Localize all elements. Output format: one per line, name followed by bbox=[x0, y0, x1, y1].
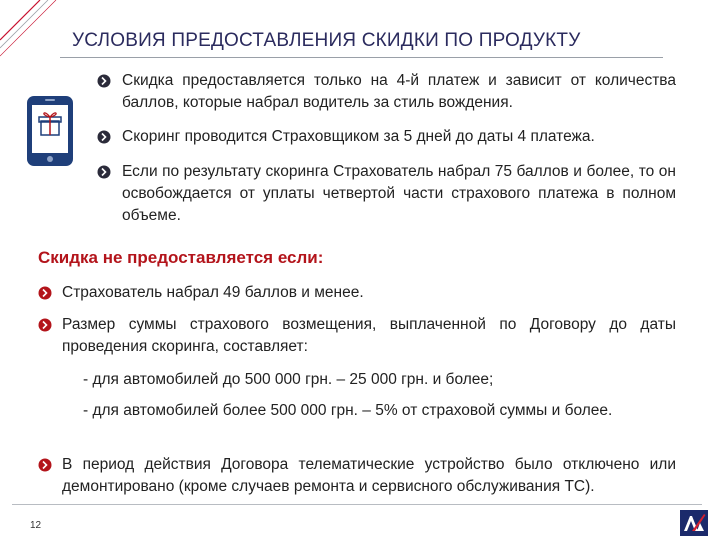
bullet-text: В период действия Договора телематические устройство было отключено или демонтировано (кроме случаев ремонта и сервисного обслуживания ТС). bbox=[62, 456, 676, 495]
arrow-circle-icon bbox=[97, 74, 111, 88]
list-item bbox=[62, 282, 676, 304]
page-title: УСЛОВИЯ ПРЕДОСТАВЛЕНИЯ СКИДКИ ПО ПРОДУКТУ bbox=[72, 30, 581, 51]
sub-item: - для автомобилей более 500 000 грн. – 5% от страховой суммы и более. bbox=[83, 402, 613, 419]
list-item bbox=[122, 70, 676, 114]
page-number: 12 bbox=[30, 520, 42, 531]
sub-item: - для автомобилей до 500 000 грн. – 25 000 грн. и более; bbox=[83, 371, 494, 388]
bullet-text: Страхователь набрал 49 баллов и менее. bbox=[62, 284, 364, 301]
bullet-text: Если по результату скоринга Страхователь набрал 75 баллов и более, то он освобождается от уплаты четвертой части страхового платежа в полном объеме. bbox=[122, 163, 676, 224]
list-item bbox=[122, 126, 676, 148]
list-item bbox=[62, 454, 676, 498]
list-item bbox=[62, 314, 676, 358]
corner-lines-icon bbox=[0, 0, 60, 60]
title-divider bbox=[60, 57, 663, 58]
arrow-circle-icon bbox=[97, 165, 111, 179]
arrow-circle-icon bbox=[38, 318, 52, 332]
bullet-text: Размер суммы страхового возмещения, выплаченной по Договору до даты проведения скоринга, составляет: bbox=[62, 316, 676, 355]
arrow-circle-icon bbox=[38, 286, 52, 300]
phone-gift-icon bbox=[24, 95, 76, 167]
arrow-circle-icon bbox=[38, 458, 52, 472]
arrow-circle-icon bbox=[97, 130, 111, 144]
bullet-text: Скидка предоставляется только на 4-й платеж и зависит от количества баллов, которые набрал водитель за стиль вождения. bbox=[122, 72, 676, 111]
bullet-text: Скоринг проводится Страховщиком за 5 дней до даты 4 платежа. bbox=[122, 128, 595, 145]
footer-divider bbox=[12, 504, 702, 505]
list-item bbox=[122, 161, 676, 227]
axa-logo bbox=[680, 510, 708, 536]
section-heading: Скидка не предоставляется если: bbox=[38, 248, 324, 267]
